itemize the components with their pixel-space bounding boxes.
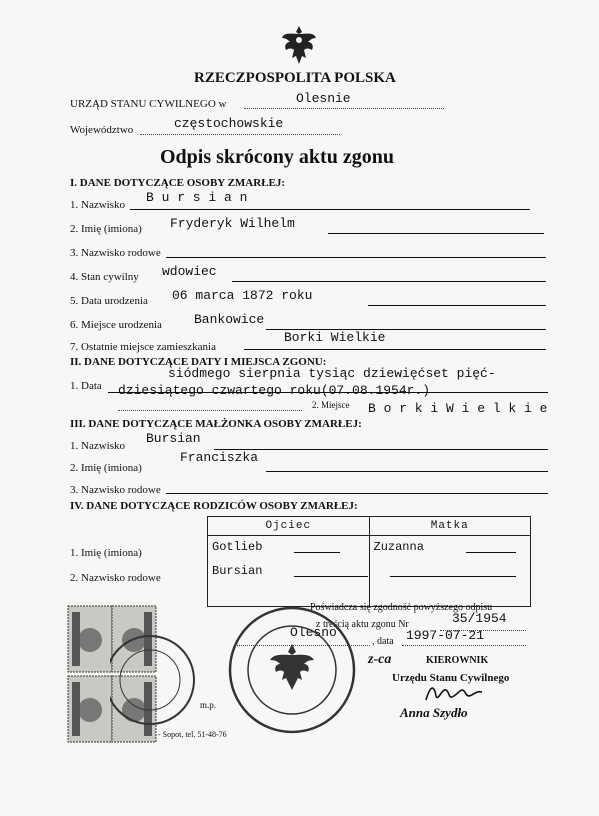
deceased-familyname-line xyxy=(166,257,546,258)
office-label: URZĄD STANU CYWILNEGO w xyxy=(70,98,227,110)
issue-date-dots xyxy=(402,645,526,646)
father-first-line xyxy=(294,552,340,553)
father-cell xyxy=(208,536,370,607)
spouse-surname-value: Bursian xyxy=(146,431,201,446)
father-family-name: Bursian xyxy=(212,564,263,578)
father-family-line xyxy=(294,576,368,577)
birth-date-label: 5. Data urodzenia xyxy=(70,295,148,307)
office-value: Olesnie xyxy=(296,91,351,106)
partial-round-stamp-icon xyxy=(110,628,220,738)
deceased-surname-value: B u r s i a n xyxy=(146,190,248,205)
civil-status-value: wdowiec xyxy=(162,264,217,279)
eagle-emblem-icon xyxy=(280,24,318,66)
deceased-surname-line xyxy=(130,209,530,210)
spouse-familyname-line xyxy=(166,493,548,494)
mp-label: m.p. xyxy=(200,700,217,710)
birth-place-value: Bankowice xyxy=(194,312,265,327)
country-title: RZECZPOSPOLITA POLSKA xyxy=(194,70,396,86)
signer-office: Urzędu Stanu Cywilnego xyxy=(392,672,510,684)
handwritten-signature xyxy=(424,682,484,704)
spouse-firstname-line xyxy=(266,471,548,472)
signer-name: Anna Szydło xyxy=(400,705,468,720)
deceased-firstname-value: Fryderyk Wilhelm xyxy=(170,216,295,231)
civil-status-label: 4. Stan cywilny xyxy=(70,271,139,283)
mother-cell xyxy=(369,536,531,607)
issue-date: 1997-07-21 xyxy=(406,628,485,643)
section4-heading: IV. DANE DOTYCZĄCE RODZICÓW OSOBY ZMARŁEJ: xyxy=(70,500,358,512)
death-place-value: B o r k i W i e l k i e xyxy=(368,401,548,416)
last-residence-label: 7. Ostatnie miejsce zamieszkania xyxy=(70,341,216,353)
spouse-surname-label: 1. Nazwisko xyxy=(70,440,125,452)
official-round-seal-icon xyxy=(222,600,362,740)
deceased-familyname-label: 3. Nazwisko rodowe xyxy=(70,247,161,259)
spouse-familyname-label: 3. Nazwisko rodowe xyxy=(70,484,161,496)
deceased-firstname-label: 2. Imię (imiona) xyxy=(70,223,142,235)
issue-place: Olesno xyxy=(290,625,337,640)
mother-first-line xyxy=(466,552,516,553)
signer-role: KIEROWNIK xyxy=(426,655,489,666)
section1-heading: I. DANE DOTYCZĄCE OSOBY ZMARŁEJ: xyxy=(70,177,286,189)
mother-first-name: Zuzanna xyxy=(373,540,424,554)
certify-line2-label: z treścią aktu zgonu Nr xyxy=(316,619,409,630)
section2-heading: II. DANE DOTYCZĄCE DATY I MIEJSCA ZGONU: xyxy=(70,356,327,368)
death-date-line1: siódmego sierpnia tysiąc dziewięćset pięć- xyxy=(168,366,496,381)
document-title: Odpis skrócony aktu zgonu xyxy=(160,146,394,168)
spouse-firstname-label: 2. Imię (imiona) xyxy=(70,462,142,474)
voivodeship-label: Województwo xyxy=(70,124,134,136)
section3-heading: III. DANE DOTYCZĄCE MAŁŻONKA OSOBY ZMARŁEJ: xyxy=(70,418,362,430)
spouse-surname-line xyxy=(214,449,548,450)
spouse-firstname-value: Franciszka xyxy=(180,450,259,465)
death-date-label: 1. Data xyxy=(70,380,102,392)
death-date-line2: dziesiątego czwartego roku(07.08.1954r.) xyxy=(118,383,431,398)
death-date-dots xyxy=(118,410,302,411)
parents-firstname-label: 1. Imię (imiona) xyxy=(70,547,142,559)
deceased-firstname-line xyxy=(328,233,544,234)
mother-column-header: Matka xyxy=(369,517,531,536)
father-first-name: Gotlieb xyxy=(212,540,263,554)
last-residence-line xyxy=(244,349,546,350)
deceased-surname-label: 1. Nazwisko xyxy=(70,199,125,211)
issue-date-label: , data xyxy=(372,636,394,647)
birth-place-label: 6. Miejsce urodzenia xyxy=(70,319,162,331)
voivodeship-dots xyxy=(140,134,340,135)
death-place-label: 2. Miejsce xyxy=(312,400,350,410)
civil-status-line xyxy=(232,281,546,282)
last-residence-value: Borki Wielkie xyxy=(284,330,386,345)
office-dots xyxy=(244,108,444,109)
voivodeship-value: częstochowskie xyxy=(174,116,284,131)
signer-prefix: z-ca xyxy=(368,652,392,667)
printer-info: - Sopot, tel. 51-48-76 xyxy=(158,730,227,739)
death-date-line xyxy=(108,392,548,393)
mother-family-line xyxy=(390,576,516,577)
parents-table xyxy=(207,516,531,607)
birth-date-line xyxy=(368,305,546,306)
certify-line1: Poświadcza się zgodność powyższego odpisu xyxy=(310,602,493,613)
father-column-header: Ojciec xyxy=(208,517,370,536)
parents-familyname-label: 2. Nazwisko rodowe xyxy=(70,572,161,584)
birth-date-value: 06 marca 1872 roku xyxy=(172,288,313,303)
act-number: 35/1954 xyxy=(452,611,507,626)
